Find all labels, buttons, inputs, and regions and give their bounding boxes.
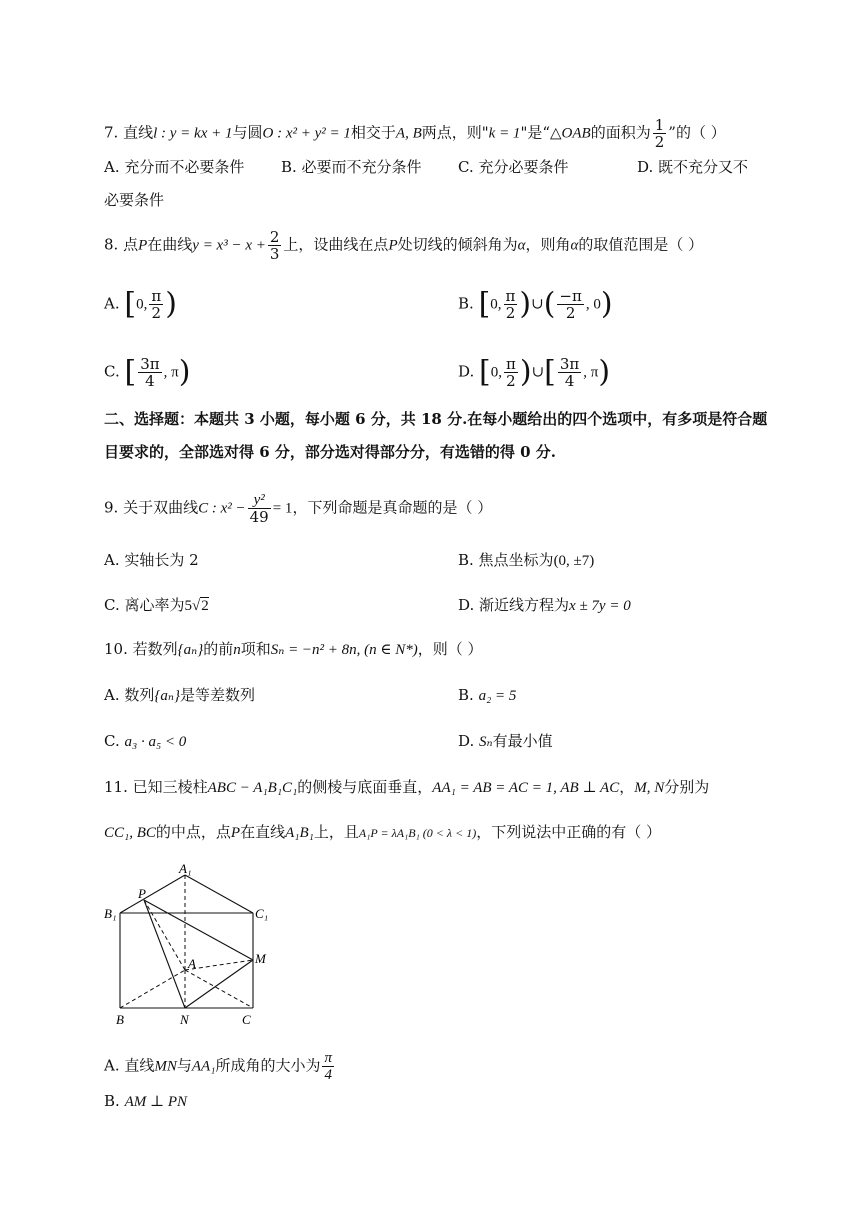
q7-option-a: A. 充分而不必要条件: [104, 158, 245, 176]
q7-options: [104, 157, 244, 177]
q9-opt-b-text: B. 焦点坐标为: [458, 551, 554, 569]
q8-frac-num: 2: [269, 228, 280, 246]
q9-frac-den: 49: [249, 508, 269, 526]
q8-text-e: 的取值范围是（ ）: [578, 235, 704, 254]
q9-option-c: C. 离心率为5√2: [104, 596, 209, 614]
q9-fraction: [248, 492, 271, 525]
label-a: A: [188, 956, 196, 971]
q8-number: 8. 点: [104, 235, 139, 254]
label-b1: B₁: [104, 906, 117, 921]
q7-text-a: 直线: [123, 123, 154, 142]
q8-option-d: D. [0, $\frac{\pi}{2}$ )∪[ $\frac{3\pi}{4}$ , π): [458, 354, 611, 390]
q9-opt-c-text: C. 离心率为: [104, 596, 185, 614]
q11-text-e: 在直线: [240, 823, 286, 841]
q10-opt-b-text: B.: [458, 686, 474, 704]
label-p: P: [138, 886, 146, 901]
q8-d-3pi: 3π: [559, 355, 580, 373]
q8-text-b: 上，设曲线在点: [283, 235, 389, 254]
q8-b-negpi: −π: [559, 287, 582, 305]
q10-option-d: [458, 731, 553, 752]
q11-opt-a-end: 所成角的大小为: [215, 1056, 321, 1075]
q8-opt-a-label: A.: [104, 294, 120, 313]
q7-text-c: 相交于: [350, 123, 396, 142]
q11-text-b: ，: [619, 778, 635, 796]
q11-a1b1: A₁B₁: [285, 825, 314, 841]
q7-option-b: B. 必要而不充分条件: [281, 158, 422, 176]
q10-seq: {aₙ}: [177, 642, 204, 658]
q8-frac-den: 3: [269, 245, 280, 263]
q9-opt-b-val: (0, ±7): [553, 553, 595, 569]
q7-triangle: △OAB: [550, 125, 591, 142]
q11-option-a: [104, 1050, 336, 1083]
q7-line-eq: l : y = kx + 1: [153, 125, 233, 142]
q9-stem: [104, 492, 492, 525]
q8-point-2: P: [388, 237, 398, 254]
q11-text-f: 上，且: [313, 823, 359, 841]
q7-text-e: "是“: [520, 123, 551, 142]
q10-option-a: [104, 685, 255, 706]
label-c1: C₁: [255, 906, 269, 921]
q8-d-two: 2: [506, 372, 516, 390]
q10-opt-d-val: Sₙ: [479, 734, 493, 750]
q8-b-two: 2: [505, 304, 516, 322]
q10-opt-b-val: a₂ = 5: [478, 688, 517, 704]
q7-option-d: D. 既不充分又不: [637, 158, 749, 176]
q8-stem: [104, 229, 703, 262]
q7-text-b: 与圆: [232, 123, 263, 142]
q8-text-c: 处切线的倾斜角为: [397, 235, 518, 254]
q11-text-g: ，下列说法中正确的有（ ）: [476, 823, 661, 841]
q8-c-3pi: 3π: [140, 355, 160, 373]
q8-d-pi: π: [506, 355, 516, 373]
q8-d-four: 4: [564, 372, 575, 390]
q8-text-d: ，则角: [525, 235, 571, 254]
q10-opt-a-end: 是等差数列: [179, 686, 255, 704]
q7-option-c: C. 充分必要条件: [458, 158, 569, 176]
q10-text-c: ，则（ ）: [417, 640, 483, 658]
q7-text-f: 的面积为: [590, 123, 651, 142]
q9-text: ，下列命题是真命题的是（ ）: [292, 498, 493, 517]
q8-option-a: A. [0, $\frac{\pi}{2}$ ): [104, 286, 177, 322]
q7-number: 7.: [104, 123, 119, 142]
label-a1: A₁: [179, 862, 192, 876]
q11-opt-a-aa1: AA₁: [191, 1058, 216, 1075]
q8-b-pi: π: [505, 287, 516, 305]
q9-eq: C : x² −: [198, 500, 246, 517]
q8-option-b: B. [0, $\frac{\pi}{2}$ )∪( $\frac{-\pi}{2}$ , 0): [458, 286, 613, 322]
q8-option-c: C. [ $\frac{3\pi}{4}$ , π): [104, 354, 191, 390]
q10-n: n: [233, 642, 241, 658]
q11-cond: AA₁ = AB = AC = 1, AB ⊥ AC: [432, 780, 620, 796]
q8-alpha: α: [517, 237, 526, 254]
q9-opt-c-root: 2: [201, 598, 209, 614]
q8-curve: y = x³ − x +: [192, 237, 266, 254]
q10-sn: Sₙ = −n² + 8n, (n ∈ N*): [270, 642, 418, 658]
q8-fraction: [268, 229, 282, 262]
q9-option-b: [458, 550, 594, 571]
q7-circle-eq: O : x² + y² = 1: [262, 125, 351, 142]
q8-d-cup: ∪: [531, 362, 545, 381]
q11-opt-a-mid: 与: [176, 1056, 192, 1075]
q8-a-pi: π: [151, 287, 162, 305]
q8-a-zero: 0,: [136, 296, 148, 313]
label-n: N: [180, 1012, 189, 1027]
q7-fraction: [653, 117, 667, 150]
section-2-heading: 二、选择题：本题共 3 小题，每小题 6 分，共 18 分.在每小题给出的四个选项中，有多项是符合题: [104, 410, 768, 428]
q10-number: 10. 若数列: [104, 640, 178, 658]
q8-b-zero: 0,: [490, 296, 502, 313]
q11-text-c: 分别为: [664, 778, 710, 796]
q8-b-zero2: , 0: [585, 296, 601, 313]
q10-opt-c-val: a₃ · a₅ < 0: [124, 734, 187, 750]
q8-opt-c-label: C.: [104, 362, 120, 381]
q11-opt-a-pi: π: [324, 1050, 332, 1066]
q8-opt-d-label: D.: [458, 362, 475, 381]
q11-text-a: 的侧棱与底面垂直，: [297, 778, 433, 796]
q11-stem: [104, 777, 709, 798]
section-2-heading-cont: 目要求的，全部选对得 6 分，部分选对得部分分，有选错的得 0 分.: [104, 443, 556, 461]
q10-stem: [104, 639, 483, 660]
q9-number: 9. 关于双曲线: [104, 498, 199, 517]
q11-number: 11. 已知三棱柱: [104, 778, 208, 796]
q11-prism: ABC − A₁B₁C₁: [207, 780, 298, 796]
q11-opt-b-val: AM ⊥ PN: [124, 1094, 188, 1110]
q11-vector: A₁P = λA₁B₁ (0 < λ < 1): [358, 826, 477, 840]
q11-text-d: 的中点，点: [155, 823, 231, 841]
label-m: M: [255, 951, 266, 966]
q11-p: P: [230, 825, 241, 841]
q8-d-zero: 0,: [490, 364, 503, 381]
q11-mn: M, N: [634, 780, 665, 796]
q8-d-pi2: , π: [583, 364, 599, 381]
q10-opt-a-seq: {aₙ}: [154, 688, 180, 704]
q11-option-b: [104, 1091, 187, 1112]
q9-opt-d-val: x ± 7y = 0: [569, 598, 631, 614]
q10-opt-d-end: 有最小值: [492, 732, 553, 750]
q9-opt-d-text: D. 渐近线方程为: [458, 596, 570, 614]
q9-frac-num: y²: [248, 492, 271, 509]
q8-c-four: 4: [145, 372, 155, 390]
q8-b-cup: ∪: [531, 294, 544, 313]
q9-option-d: [458, 595, 631, 616]
q7-stem: [104, 117, 726, 150]
q8-b-two2: 2: [565, 304, 576, 322]
q10-opt-c-text: C.: [104, 732, 120, 750]
q8-text-a: 在曲线: [147, 235, 193, 254]
q10-option-b: [458, 685, 516, 706]
q7-frac-den: 2: [654, 133, 665, 151]
q11-cc1: CC₁, BC: [104, 825, 156, 841]
q9-option-a: A. 实轴长为 2: [104, 551, 199, 569]
q11-opt-a-text: A. 直线: [104, 1056, 155, 1075]
label-c: C: [242, 1012, 251, 1027]
q9-opt-c-val: 5: [184, 598, 192, 614]
q10-opt-d-text: D.: [458, 732, 475, 750]
q8-point: P: [138, 237, 148, 254]
q10-text-a: 的前: [203, 640, 234, 658]
q11-opt-a-four: 4: [324, 1067, 332, 1083]
q8-alpha-2: α: [570, 237, 579, 254]
q8-a-two: 2: [151, 304, 162, 322]
q7-points: A, B: [395, 125, 422, 142]
q11-stem-cont: [104, 822, 661, 843]
q9-eq-end: = 1: [272, 500, 293, 517]
q10-text-b: 项和: [240, 640, 271, 658]
prism-figure: [100, 862, 280, 1030]
q7-option-d-cont: 必要条件: [104, 191, 165, 209]
q7-text-d: 两点，则": [421, 123, 489, 142]
label-b: B: [116, 1012, 124, 1027]
q7-frac-num: 1: [654, 116, 665, 134]
q7-condition: k = 1: [488, 125, 521, 142]
q8-c-pi: , π: [163, 364, 179, 381]
q10-option-c: [104, 731, 186, 752]
q10-opt-a-text: A. 数列: [104, 686, 155, 704]
q11-opt-a-mn: MN: [154, 1058, 177, 1075]
q8-opt-b-label: B.: [458, 294, 474, 313]
q11-opt-b-text: B.: [104, 1092, 120, 1110]
q7-text-g: ”的（ ）: [668, 123, 726, 142]
